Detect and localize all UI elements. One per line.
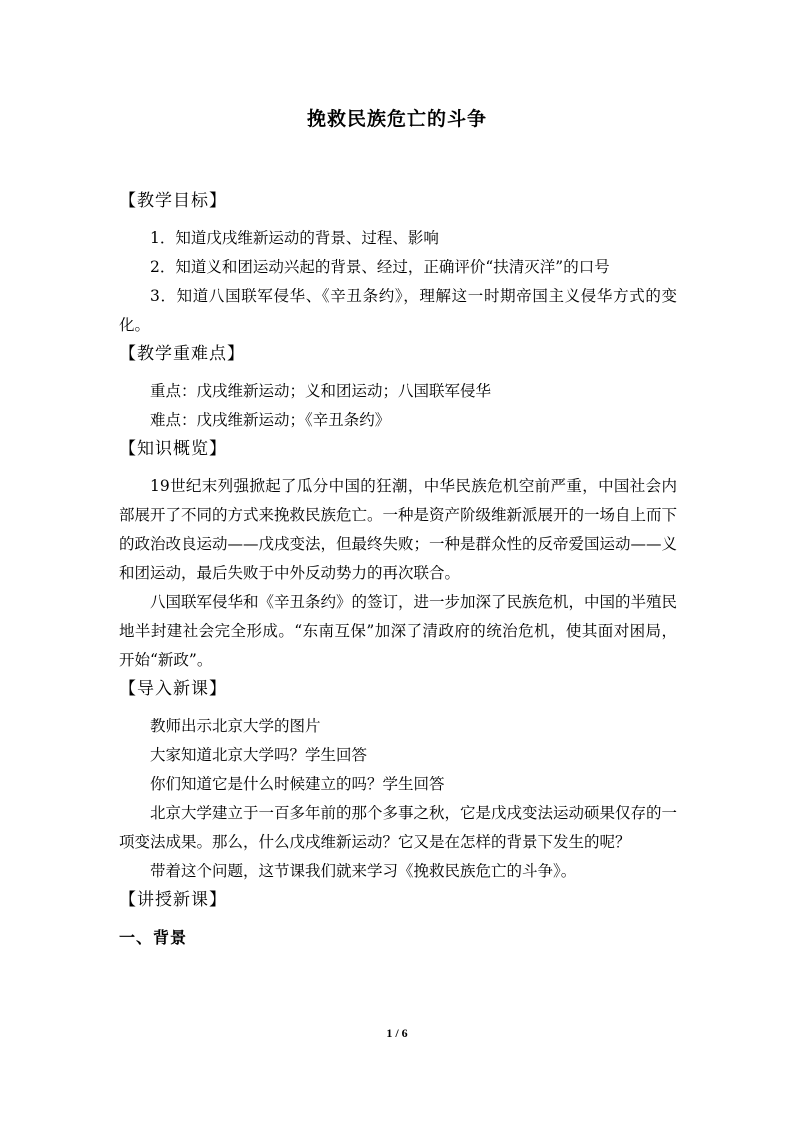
document-title: 挽救民族危亡的斗争: [306, 108, 487, 130]
key-point-difficulty: 难点：戊戌维新运动；《辛丑条约》: [150, 411, 391, 429]
objective-item-1: 1．知道戊戌维新运动的背景、过程、影响: [150, 229, 439, 247]
heading-teaching-objectives: 【教学目标】: [119, 191, 227, 211]
document-body: [119, 187, 677, 952]
objective-item-2: 2．知道义和团运动兴起的背景、经过，正确评价“扶清灭洋”的口号: [150, 258, 610, 276]
intro-line-5: 带着这个问题，这节课我们就来学习《挽救民族危亡的斗争》。: [150, 862, 577, 880]
page-number: 1 / 6: [386, 1026, 408, 1040]
heading-new-lesson: 【讲授新课】: [119, 890, 227, 910]
key-point-focus: 重点：戊戌维新运动；义和团运动；八国联军侵华: [150, 382, 492, 400]
heading-key-points: 【教学重难点】: [119, 344, 245, 364]
objective-item-3: 3．知道八国联军侵华、《辛丑条约》，理解这一时期帝国主义侵华方式的变化。: [119, 287, 677, 334]
heading-lesson-intro: 【导入新课】: [119, 679, 227, 699]
intro-line-3: 你们知道它是什么时候建立的吗？学生回答: [150, 775, 445, 793]
heading-knowledge-overview: 【知识概览】: [119, 439, 227, 459]
overview-paragraph-1: 19世纪末列强掀起了瓜分中国的狂潮，中华民族危机空前严重，中国社会内部展开了不同的方式来挽救民族危亡。一种是资产阶级维新派展开的一场自上而下的政治改良运动——戊戌变法，但最终失败；一种是群众性的反帝爱国运动——义和团运动，最后失败于中外反动势力的再次联合。: [119, 477, 678, 582]
intro-line-2: 大家知道北京大学吗？学生回答: [150, 746, 368, 764]
subheading-background: 一、背景: [119, 928, 188, 947]
intro-line-1: 教师出示北京大学的图片: [150, 717, 321, 735]
overview-paragraph-2: 八国联军侵华和《辛丑条约》的签订，进一步加深了民族危机，中国的半殖民地半封建社会完全形成。“东南互保”加深了清政府的统治危机，使其面对困局，开始“新政”。: [119, 593, 678, 669]
intro-line-4: 北京大学建立于一百多年前的那个多事之秋，它是戊戌变法运动硕果仅存的一项变法成果。那么，什么戊戌维新运动？它又是在怎样的背景下发生的呢？: [119, 804, 678, 851]
